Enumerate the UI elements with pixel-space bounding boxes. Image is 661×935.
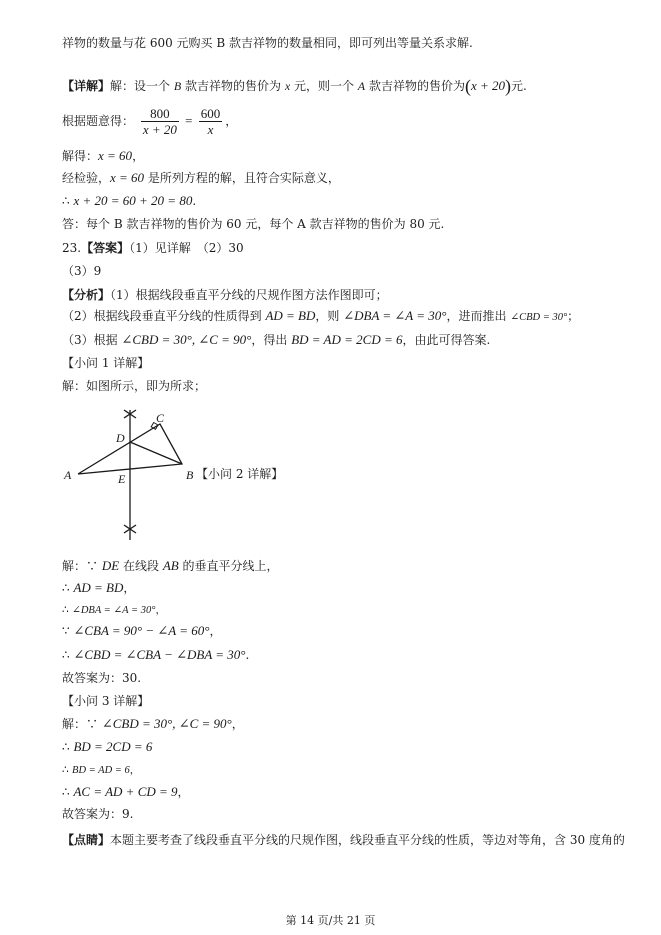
- text-line: [62, 148, 144, 164]
- text-line: [62, 739, 152, 755]
- text: ，: [132, 149, 145, 163]
- analysis-tag: 【分析】: [62, 288, 111, 302]
- text: 解得：: [62, 149, 99, 163]
- remark-tag: 【点睛】: [62, 833, 111, 847]
- remark-line: [62, 832, 625, 848]
- label-b: B: [186, 468, 194, 482]
- section-heading: 【小问 3 详解】: [62, 694, 150, 708]
- text: ∴: [62, 194, 74, 208]
- text: ，: [177, 785, 190, 799]
- fraction: [199, 107, 223, 137]
- text: 的垂直平分线上，: [178, 559, 279, 573]
- text-line: [62, 170, 340, 186]
- label-a: A: [64, 468, 72, 482]
- segment-bd: [130, 442, 182, 464]
- label-c: C: [156, 411, 165, 425]
- math: BD = 2CD = 6: [73, 739, 153, 754]
- text: 款吉祥物的售价为: [365, 79, 465, 93]
- text: 解：设一个: [110, 79, 174, 93]
- math: BD = AD = 2CD = 6: [291, 332, 403, 347]
- text: ∴: [62, 764, 73, 776]
- math: ∠CBD = ∠CBA − ∠DBA = 30°: [73, 647, 246, 662]
- math: AD = BD: [73, 580, 124, 595]
- denominator: x: [199, 121, 223, 137]
- text-line: 答：每个 B 款吉祥物的售价为 60 元，每个 A 款吉祥物的售价为 80 元.: [62, 217, 445, 231]
- math: x: [284, 79, 291, 93]
- label-e: E: [118, 472, 126, 486]
- text: （3）根据: [62, 333, 122, 347]
- section-heading: 【小问 1 详解】: [62, 356, 150, 370]
- text-line: [62, 647, 249, 663]
- math: AC = AD + CD = 9: [73, 784, 178, 799]
- text: ，: [123, 581, 136, 595]
- section-heading: 【小问 2 详解】: [196, 467, 284, 481]
- text-line: [62, 784, 190, 800]
- text: ，进而推出: [446, 309, 511, 323]
- question-number: 23.: [62, 241, 82, 255]
- text: ∴: [62, 740, 74, 754]
- text: ，: [129, 764, 141, 776]
- paren-close: ): [505, 76, 512, 96]
- text-line: [62, 193, 196, 209]
- text-line: [62, 762, 140, 779]
- text-line: [62, 716, 244, 732]
- text: 根据题意得：: [62, 114, 135, 128]
- fraction: [141, 107, 179, 137]
- text-line: [62, 332, 490, 348]
- math: ∠DBA = ∠A = 30°: [343, 308, 447, 323]
- paren-open: (: [464, 76, 471, 96]
- text-line: 故答案为：9.: [62, 807, 134, 821]
- text: ，: [155, 604, 166, 616]
- text: .: [245, 648, 250, 662]
- answer-line: [62, 240, 244, 256]
- math: AD = BD: [265, 308, 316, 323]
- text-line: （3）9: [62, 264, 102, 278]
- text: （1）见详解 （2）30: [129, 241, 244, 255]
- text: 在线段: [119, 559, 163, 573]
- text: ，: [231, 717, 244, 731]
- text-line: [62, 308, 579, 326]
- text: （2）根据线段垂直平分线的性质得到: [62, 309, 266, 323]
- math: A: [357, 79, 366, 93]
- text: 解：∵: [62, 717, 102, 731]
- equation-line: [62, 104, 237, 138]
- text-line: 祥物的数量与花 600 元购买 B 款吉祥物的数量相同，即可列出等量关系求解.: [62, 36, 473, 50]
- math: x + 20: [470, 78, 506, 93]
- math: ∠CBA = 90° − ∠A = 60°: [73, 623, 210, 638]
- text: 解：∵: [62, 559, 102, 573]
- text-line: 解：如图所示，即为所求；: [62, 379, 207, 393]
- text: 款吉祥物的售价为: [181, 79, 285, 93]
- text-line: [62, 623, 222, 639]
- analysis-line: [62, 287, 388, 303]
- math: x = 60: [98, 148, 133, 163]
- text: ∴: [62, 604, 73, 616]
- denominator: x + 20: [142, 121, 177, 137]
- geometry-figure: [60, 408, 200, 543]
- numerator: 600: [200, 105, 221, 121]
- math: AB: [162, 558, 179, 573]
- equals: =: [181, 113, 196, 128]
- label-d: D: [116, 431, 125, 445]
- answer-tag: 【答案】: [81, 241, 130, 255]
- text: ，: [209, 624, 222, 638]
- text: ；: [567, 309, 580, 323]
- text: ∴: [62, 581, 74, 595]
- math: BD = AD = 6: [72, 765, 130, 776]
- math: ∠DBA = ∠A = 30°: [72, 605, 156, 616]
- text: 是所列方程的解，且符合实际意义，: [144, 171, 340, 185]
- math: ∠CBD = 30°, ∠C = 90°: [101, 716, 232, 731]
- math: ∠CBD = 30°, ∠C = 90°: [121, 332, 252, 347]
- text: ，由此可得答案.: [402, 333, 491, 347]
- text: ，: [225, 114, 238, 128]
- math: DE: [101, 558, 120, 573]
- math: x = 60: [110, 170, 145, 185]
- numerator: 800: [150, 105, 170, 121]
- math: x + 20 = 60 + 20 = 80: [73, 193, 193, 208]
- text-line: [62, 580, 135, 596]
- text: 元.: [511, 79, 527, 93]
- page-footer: 第 14 页/共 21 页: [285, 914, 376, 927]
- text: 本题主要考查了线段垂直平分线的尺规作图，线段垂直平分线的性质，等边对等角，含 30 度角的: [110, 833, 625, 847]
- text: ∴: [62, 785, 74, 799]
- detail-tag: 【详解】: [62, 79, 111, 93]
- text: ∵: [62, 624, 74, 638]
- text-line: [62, 602, 166, 619]
- text-line: [62, 558, 279, 574]
- text: （1）根据线段垂直平分线的尺规作图方法作图即可；: [110, 288, 388, 302]
- math: B: [173, 79, 182, 93]
- text-line: 故答案为：30.: [62, 671, 142, 685]
- text: 经检验，: [62, 171, 111, 185]
- math: ∠CBD = 30°: [510, 312, 568, 323]
- text: ∴: [62, 648, 74, 662]
- text: ，得出: [251, 333, 292, 347]
- text: 元，则一个: [290, 79, 358, 93]
- detail-line: [62, 78, 527, 94]
- text: ，则: [315, 309, 344, 323]
- text: .: [192, 194, 197, 208]
